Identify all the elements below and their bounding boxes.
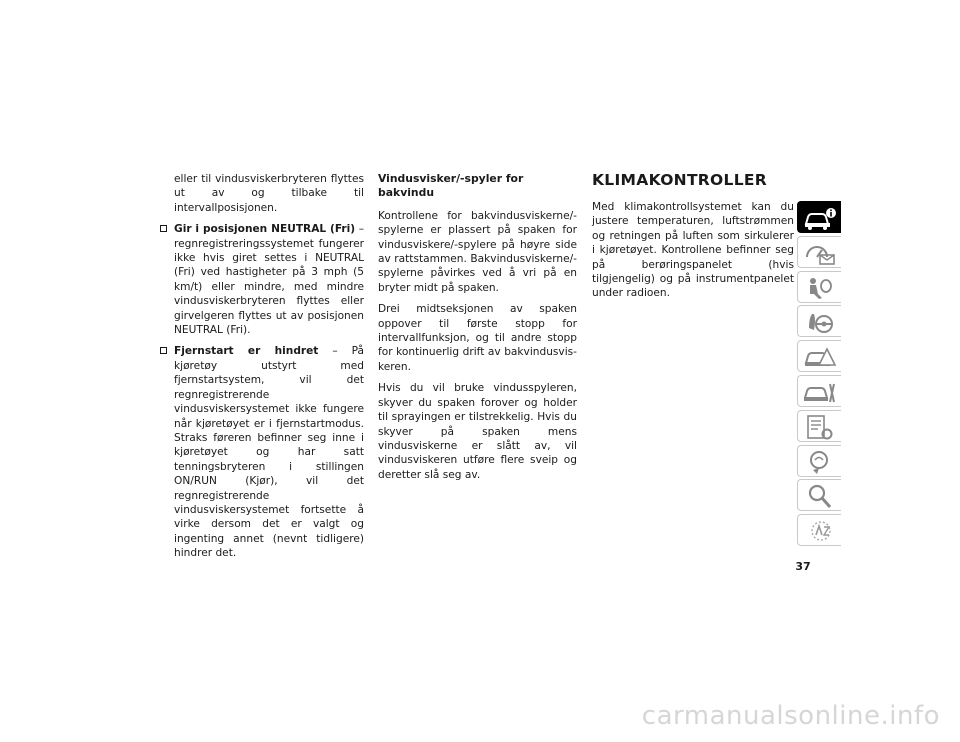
- intro-paragraph: eller til vindusviskerbryteren flyttes ut av og tilbake til intervallposisjonen.: [174, 173, 364, 214]
- watermark: carmanualsonline.info: [641, 701, 940, 731]
- bullet-text: – På kjøretøy utstyrt med fjernstartsystem, vil det regnregistrerende vindusviskersystemet ikke fungere når kjøretøyet er i fjernstartmodus. Straks føreren befinner seg inne i kjøretøyet og har satt tenningsbryteren i stillingen ON/RUN (Kjør), vil det regnregistrerende vindusviskersystemet fortsette å virke dersom det er valgt og ingenting annet (nevnt tidligere) hindrer det.: [174, 345, 364, 560]
- tab-safety[interactable]: [797, 271, 841, 303]
- paragraph: Med klimakontrollsystemet kan du justere temperaturen, luftstrømmen og retningen på luften som sirkulerer i kjøretøyet. Kontrollene befinner seg på berøringspanelet (hvis tilgjengelig) og på instrumentpanelet under radioen.: [592, 201, 794, 300]
- tab-emergency[interactable]: [797, 340, 841, 372]
- paragraph: Hvis du vil bruke vindusspyleren, skyver du spaken forover og holder til sprayingen er tilstrekkelig. Hvis du skyver på spaken mens vindusviskerne er slått av, vil vindusviskeren utføre flere sveip og deretter slå seg av.: [378, 382, 577, 481]
- chapter-tabs: [797, 201, 841, 549]
- right-column: [592, 170, 794, 308]
- middle-column: [378, 172, 577, 489]
- tab-starting-operating[interactable]: [797, 305, 841, 337]
- section-subheading: Vindusvisker/-spyler for bakvindu: [378, 172, 524, 200]
- tab-car-info[interactable]: [797, 201, 841, 233]
- multimedia-icon: [802, 448, 838, 476]
- car-service-icon: [802, 378, 838, 406]
- bullet-square-icon: [160, 225, 167, 232]
- bullet-term: Fjernstart er hindret: [174, 345, 319, 358]
- safety-airbag-icon: [802, 274, 838, 302]
- car-info-icon: [802, 204, 838, 232]
- bullet-item: [158, 222, 364, 337]
- tab-index[interactable]: [797, 479, 841, 511]
- paragraph: Kontrollene for bakvindusviskerne/-spylerne er plassert på spaken for vindusviskere/-spylere på høyre side av rattstammen. Bakvindusviskerne/-spylerne påvirkes ved å vri på en bryter midt på spaken.: [378, 209, 577, 294]
- search-icon: [802, 482, 838, 510]
- paragraph: Drei midtseksjonen av spaken oppover til første stopp for intervallfunksjon, og til andre stopp for kontinuerlig drift av bakvindusviskeren.: [378, 303, 577, 373]
- tab-multimedia[interactable]: [797, 445, 841, 477]
- language-icon: [802, 517, 838, 545]
- bullet-text: – regnregistreringssystemet fungerer ikke hvis giret settes i NEUTRAL (Fri) ved hastigheter på 3 mph (5 km/t) eller mindre, med mindre vindusviskerbryteren flyttes eller girvelgeren flyttes ut av posisjonen NEUTRAL (Fri).: [174, 223, 364, 337]
- tab-dashboard-warning[interactable]: [797, 236, 841, 268]
- dashboard-warning-icon: [802, 239, 838, 267]
- tab-languages[interactable]: [797, 514, 841, 546]
- page-number: 37: [795, 560, 811, 573]
- bullet-square-icon: [160, 347, 167, 354]
- tab-service[interactable]: [797, 375, 841, 407]
- left-column: [158, 172, 364, 568]
- bullet-item: [158, 344, 364, 560]
- bullet-term: Gir i posisjonen NEUTRAL (Fri): [174, 223, 356, 236]
- car-emergency-icon: [802, 343, 838, 371]
- tab-specifications[interactable]: [797, 410, 841, 442]
- steering-wheel-icon: [802, 308, 838, 336]
- section-heading: KLIMAKONTROLLER: [592, 171, 767, 189]
- specifications-icon: [802, 413, 838, 441]
